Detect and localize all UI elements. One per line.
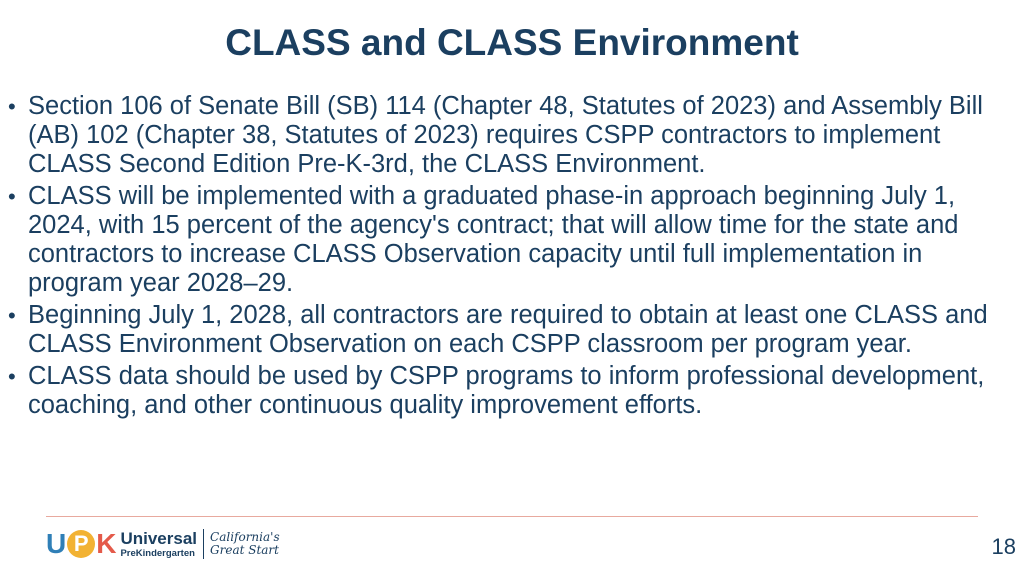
upk-logo-mark bbox=[46, 530, 116, 558]
bullet-text: CLASS will be implemented with a graduated phase-in approach beginning July 1, 2024, with 15 percent of the agency's contract; that will allow time for the state and contractors to increase CLASS Observation capacity until full implementation in program year 2028–29. bbox=[28, 182, 959, 297]
bullet-icon: • bbox=[8, 184, 16, 209]
slide-title: CLASS and CLASS Environment bbox=[225, 22, 799, 63]
logo-universal-text: Universal bbox=[120, 528, 198, 548]
logo-letter-u: U bbox=[46, 528, 67, 559]
logo-tagline-line1: California's bbox=[210, 530, 280, 545]
logo-separator bbox=[203, 529, 204, 559]
bullet-text: Beginning July 1, 2028, all contractors are required to obtain at least one CLASS and CLASS Environment Observation on each CSPP classroom per program year. bbox=[28, 301, 988, 358]
bullet-item bbox=[6, 301, 1018, 359]
logo-letter-p: P bbox=[67, 530, 95, 558]
bullet-list bbox=[6, 92, 1018, 423]
bullet-text: Section 106 of Senate Bill (SB) 114 (Chapter 48, Statutes of 2023) and Assembly Bill (AB) 102 (Chapter 38, Statutes of 2023) requires CSPP contractors to implement CLASS Second Edition Pre-K-3rd, the CLASS Environment. bbox=[28, 92, 983, 178]
logo-tagline-line2: Great Start bbox=[210, 543, 279, 557]
bullet-icon: • bbox=[8, 94, 16, 119]
bullet-item bbox=[6, 182, 1018, 298]
footer-divider bbox=[46, 516, 978, 517]
page-number: 18 bbox=[991, 534, 1016, 559]
bullet-icon: • bbox=[8, 303, 16, 328]
bullet-item bbox=[6, 362, 1018, 420]
bullet-text: CLASS data should be used by CSPP programs to inform professional development, coaching, and other continuous quality improvement efforts. bbox=[28, 362, 985, 419]
logo-tagline bbox=[210, 531, 280, 556]
upk-logo bbox=[46, 524, 280, 564]
bullet-item bbox=[6, 92, 1018, 179]
logo-prek-text: PreKindergarten bbox=[120, 547, 195, 559]
bullet-icon: • bbox=[8, 364, 16, 389]
logo-letter-k: K bbox=[96, 528, 117, 559]
logo-wordmark bbox=[120, 530, 197, 559]
